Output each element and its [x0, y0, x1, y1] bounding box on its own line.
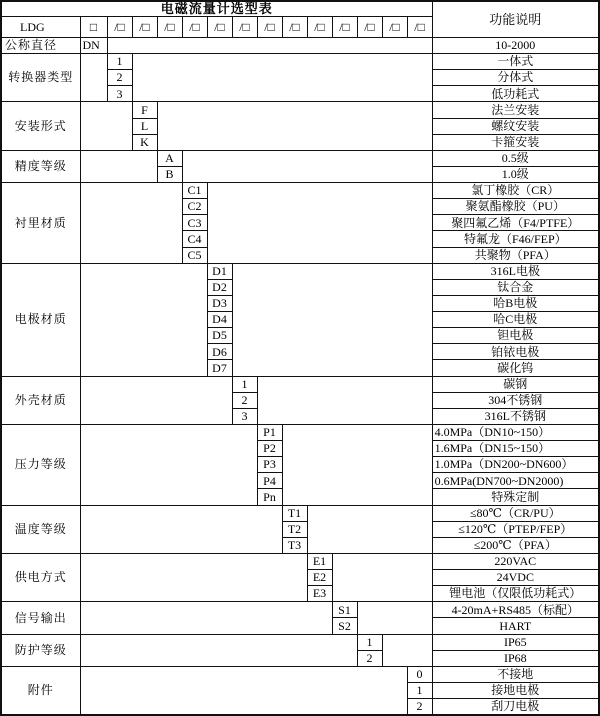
description-cell: 卡箍安装 [432, 134, 599, 150]
description-cell: 哈C电极 [432, 312, 599, 328]
description-cell: 1.0MPa（DN200~DN600） [432, 457, 599, 473]
description-cell: 共聚物（PFA） [432, 247, 599, 263]
table-title: 电磁流量计选型表 [1, 1, 432, 16]
description-cell: 0.6MPa(DN700~DN2000) [432, 473, 599, 489]
option-code: K [132, 134, 157, 150]
empty-cell [80, 424, 257, 505]
empty-cell [157, 102, 432, 150]
option-code: D5 [207, 328, 232, 344]
option-code: B [157, 166, 182, 182]
code-box: /□ [282, 16, 307, 37]
empty-cell [382, 634, 432, 666]
description-cell: 聚四氟乙烯（F4/PTFE） [432, 215, 599, 231]
option-code: C2 [182, 199, 207, 215]
code-box: /□ [357, 16, 382, 37]
option-code: S2 [332, 618, 357, 634]
option-code: 2 [407, 699, 432, 715]
code-box: /□ [407, 16, 432, 37]
option-code: D1 [207, 263, 232, 279]
empty-cell [182, 150, 432, 182]
code-box: /□ [207, 16, 232, 37]
description-cell: 10-2000 [432, 37, 599, 53]
option-code: 0 [407, 666, 432, 682]
description-cell: 316L不锈钢 [432, 408, 599, 424]
empty-cell [80, 634, 357, 666]
option-code: C5 [182, 247, 207, 263]
empty-cell [107, 37, 432, 53]
category-label: 衬里材质 [1, 183, 80, 264]
code-box: /□ [257, 16, 282, 37]
empty-cell [80, 553, 307, 601]
code-box: /□ [382, 16, 407, 37]
option-code: D3 [207, 295, 232, 311]
option-code: T2 [282, 521, 307, 537]
empty-cell [132, 54, 432, 102]
option-code: T3 [282, 537, 307, 553]
option-code: P1 [257, 424, 282, 440]
option-code: E2 [307, 570, 332, 586]
description-cell: 铂铱电极 [432, 344, 599, 360]
empty-cell [80, 376, 232, 424]
option-code: 2 [357, 650, 382, 666]
description-cell: 聚氨酯橡胶（PU） [432, 199, 599, 215]
category-label: 电极材质 [1, 263, 80, 376]
code-box: /□ [332, 16, 357, 37]
empty-cell [80, 602, 332, 634]
option-code: P4 [257, 473, 282, 489]
description-cell: 24VDC [432, 570, 599, 586]
empty-cell [332, 553, 432, 601]
description-cell: 钽电极 [432, 328, 599, 344]
option-code: 2 [107, 70, 132, 86]
empty-cell [207, 183, 432, 264]
empty-cell [257, 376, 432, 424]
category-label: 信号输出 [1, 602, 80, 634]
description-cell: 不接地 [432, 666, 599, 682]
description-cell: 0.5级 [432, 150, 599, 166]
category-label: 安装形式 [1, 102, 80, 150]
option-code: P2 [257, 441, 282, 457]
option-code: S1 [332, 602, 357, 618]
description-cell: ≤80℃（CR/PU） [432, 505, 599, 521]
option-code: 3 [107, 86, 132, 102]
category-label: 温度等级 [1, 505, 80, 553]
category-label: 防护等级 [1, 634, 80, 666]
description-cell: 1.0级 [432, 166, 599, 182]
description-cell: HART [432, 618, 599, 634]
description-cell: 钛合金 [432, 279, 599, 295]
code-box: □ [80, 16, 107, 37]
description-cell: 316L电极 [432, 263, 599, 279]
option-code: D6 [207, 344, 232, 360]
option-code: 1 [357, 634, 382, 650]
category-label: 精度等级 [1, 150, 80, 182]
description-cell: IP65 [432, 634, 599, 650]
code-box: /□ [307, 16, 332, 37]
description-cell: ≤120℃（PTEP/FEP） [432, 521, 599, 537]
option-code: 3 [232, 408, 257, 424]
empty-cell [357, 602, 432, 634]
code-box: /□ [132, 16, 157, 37]
option-code: C3 [182, 215, 207, 231]
option-code: E1 [307, 553, 332, 569]
description-cell: 一体式 [432, 54, 599, 70]
category-label: 附件 [1, 666, 80, 715]
description-cell: 特氟龙（F46/FEP） [432, 231, 599, 247]
description-cell: 碳钢 [432, 376, 599, 392]
option-code: C1 [182, 183, 207, 199]
empty-cell [80, 183, 182, 264]
description-cell: 4.0MPa（DN10~150） [432, 424, 599, 440]
option-code: P3 [257, 457, 282, 473]
description-cell: 氯丁橡胶（CR） [432, 183, 599, 199]
code-box: /□ [107, 16, 132, 37]
description-cell: 4-20mA+RS485（标配） [432, 602, 599, 618]
description-cell: 法兰安装 [432, 102, 599, 118]
option-code: E3 [307, 586, 332, 602]
description-cell: 1.6MPa（DN15~150） [432, 441, 599, 457]
description-cell: 碳化钨 [432, 360, 599, 376]
code-box: /□ [182, 16, 207, 37]
category-label: 转换器类型 [1, 54, 80, 102]
description-cell: IP68 [432, 650, 599, 666]
option-code: 1 [232, 376, 257, 392]
description-cell: 304不锈钢 [432, 392, 599, 408]
empty-cell [80, 150, 157, 182]
description-cell: 220VAC [432, 553, 599, 569]
description-cell: 哈B电极 [432, 295, 599, 311]
description-cell: 低功耗式 [432, 86, 599, 102]
description-cell: 刮刀电极 [432, 699, 599, 715]
description-cell: ≤200℃（PFA） [432, 537, 599, 553]
empty-cell [80, 102, 132, 150]
category-label: 公称直径 [1, 37, 80, 53]
empty-cell [80, 54, 107, 102]
option-code: 2 [232, 392, 257, 408]
description-cell: 螺纹安装 [432, 118, 599, 134]
option-code: D2 [207, 279, 232, 295]
category-label: 外壳材质 [1, 376, 80, 424]
option-code: DN [80, 37, 107, 53]
code-box: /□ [157, 16, 182, 37]
code-box: /□ [232, 16, 257, 37]
option-code: A [157, 150, 182, 166]
option-code: T1 [282, 505, 307, 521]
empty-cell [232, 263, 432, 376]
model-prefix: LDG [1, 16, 80, 37]
option-code: D7 [207, 360, 232, 376]
empty-cell [282, 424, 432, 505]
option-code: 1 [407, 682, 432, 698]
description-cell: 接地电极 [432, 682, 599, 698]
description-cell: 特殊定制 [432, 489, 599, 505]
function-column-header: 功能说明 [432, 1, 599, 37]
option-code: D4 [207, 312, 232, 328]
empty-cell [80, 505, 282, 553]
category-label: 压力等级 [1, 424, 80, 505]
option-code: F [132, 102, 157, 118]
option-code: C4 [182, 231, 207, 247]
option-code: L [132, 118, 157, 134]
empty-cell [80, 666, 407, 715]
option-code: Pn [257, 489, 282, 505]
description-cell: 锂电池（仅限低功耗式） [432, 586, 599, 602]
option-code: 1 [107, 54, 132, 70]
description-cell: 分体式 [432, 70, 599, 86]
empty-cell [307, 505, 432, 553]
empty-cell [80, 263, 207, 376]
category-label: 供电方式 [1, 553, 80, 601]
